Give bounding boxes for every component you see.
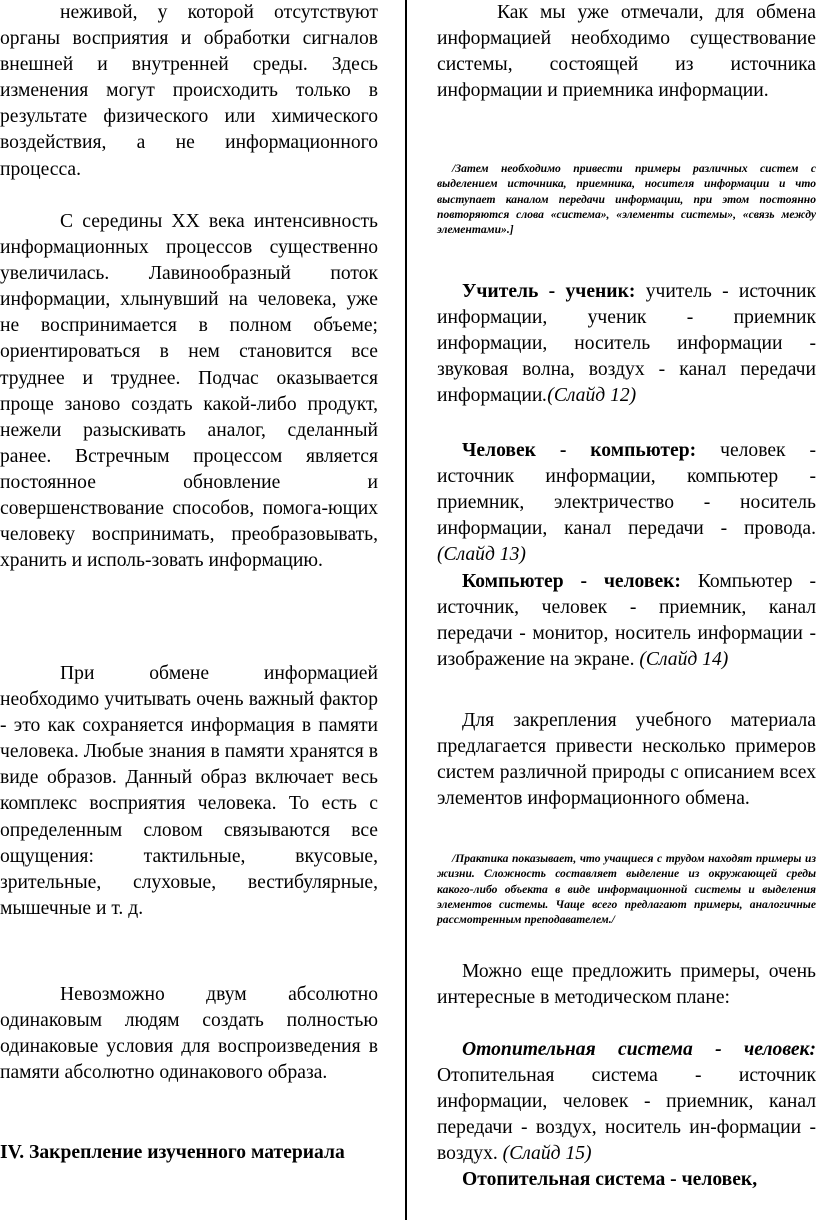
methodical-note-practice: /Практика показывает, что учащиеся с трудом находят примеры из жизни. Сложность составляет выделение из окружающей среды какого-либо объекта в виде информационной системы и выделения элементов системы. Чаще всего предлагают примеры, аналогичные рассмотренным преподавателем./ xyxy=(437,852,816,927)
slide-reference: (Слайд 15) xyxy=(502,1143,592,1165)
slide-reference: (Слайд 13) xyxy=(437,544,526,566)
column-divider xyxy=(405,0,407,1220)
paragraph-memory-images: При обмене информацией необходимо учитывать очень важный фактор - это как сохраняется информация в памяти человека. Любые знания в памяти хранятся в виде образов. Данный образ включает весь комплекс восприятия человека. То есть с определенным словом связываются все ощущения: тактильные, вкусовые, зрительные, слуховые, вестибулярные, мышечные и т. д. xyxy=(0,663,378,919)
slide-reference: (Слайд 14) xyxy=(639,649,729,671)
paragraph-reinforcement: Для закрепления учебного материала предлагается привести несколько примеров систем различной природы с описанием всех элементов информационного обмена. xyxy=(437,710,816,810)
example-text: учитель - источник информации, ученик - приемник информации, носитель информации - звуковая волна, воздух - канал передачи информации xyxy=(437,281,816,407)
paragraph-identical-images: Невозможно двум абсолютно одинаковым людям создать полностью одинаковые условия для воспроизведения в памяти абсолютно одинакового образа. xyxy=(0,984,378,1084)
example-text: человек - источник информации, компьютер - приемник, электричество - носитель информации, канал передачи - провода. xyxy=(437,440,816,540)
paragraph-more-examples: Можно еще предложить примеры, очень интересные в методическом плане: xyxy=(437,961,816,1009)
example-title: Компьютер - человек: xyxy=(462,571,681,592)
example-heating-human-2 xyxy=(437,1167,816,1193)
methodical-note-examples: /Затем необходимо привести примеры различных систем с выделением источника, приемника, носителя информации и что выступает каналом передачи информации, при этом постоянно повторяются слова «система», «элементы системы», «связь между элементами».] xyxy=(437,162,816,237)
example-computer-human xyxy=(437,569,816,673)
example-title: Отопительная система - человек: xyxy=(462,1039,816,1060)
example-human-computer xyxy=(437,438,816,568)
example-text: Компьютер - источник, человек - приемник, канал передачи - монитор, носитель информации - изображение на экране. xyxy=(437,571,816,671)
example-heating-human xyxy=(437,1037,816,1167)
slide-reference: .(Слайд 12) xyxy=(542,385,637,407)
example-title: Человек - компьютер: xyxy=(462,440,697,461)
example-text: Отопительная система - источник информации, человек - приемник, канал передачи - воздух, носитель ин-формации - воздух. xyxy=(437,1065,816,1165)
section-heading: IV. Закрепление изученного материала xyxy=(0,1142,345,1163)
paragraph-info-processes: С середины XX века интенсивность информационных процессов существенно увеличилась. Лавинообразный поток информации, хлынувший на человека, уже не воспринимается в полном объеме; ориентироваться в нем становится все труднее и труднее. Подчас оказывается проще заново создать какой-либо продукт, нежели разыскивать аналог, сделанный ранее. Встречным процессом является постоянное обновление и совершенствование способов, помога-ющих человеку воспринимать, преобразовывать, хранить и исполь-зовать информацию. xyxy=(0,211,378,572)
example-teacher-student xyxy=(437,279,816,409)
example-title: Отопительная система - человек, xyxy=(462,1169,758,1190)
example-title: Учитель - ученик: xyxy=(462,281,636,302)
paragraph-system-exchange: Как мы уже отмечали, для обмена информацией необходимо существование системы, состоящей из источника информации и приемника информации. xyxy=(437,2,816,102)
paragraph-continuation: неживой, у которой отсутствуют органы восприятия и обработки сигналов внешней и внутренней среды. Здесь изменения могут происходить только в результате физического или химического воздействия, а не информационного процесса. xyxy=(0,2,378,180)
